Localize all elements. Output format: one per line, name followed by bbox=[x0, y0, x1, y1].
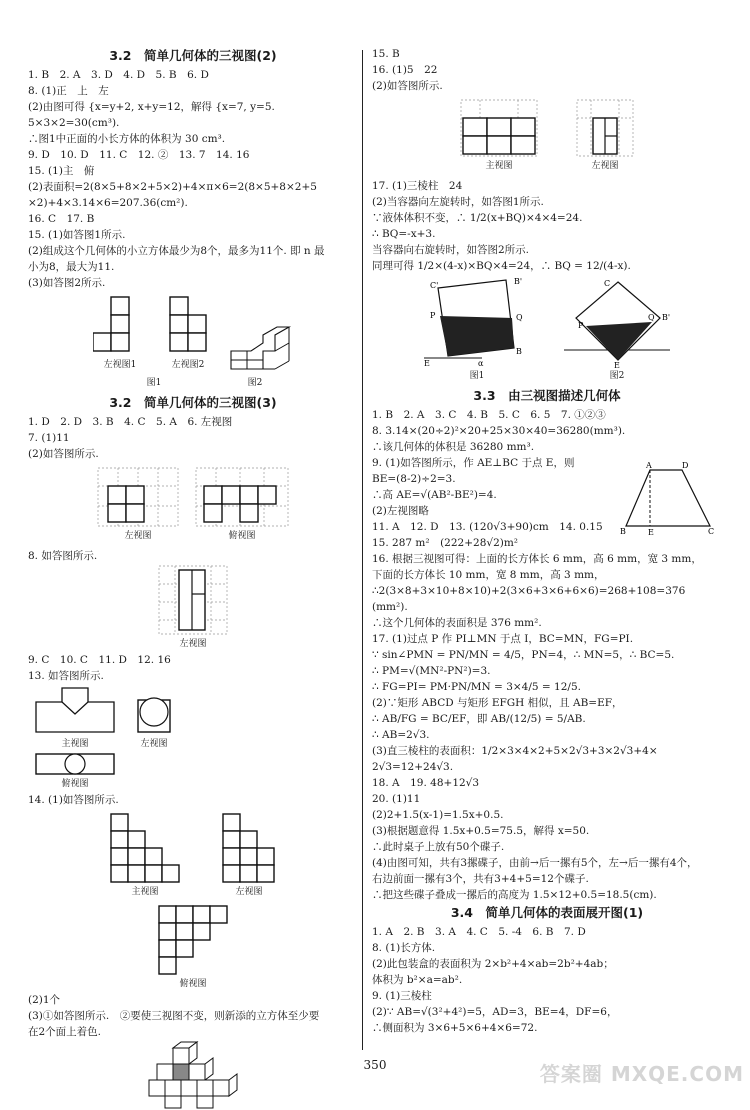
rect-circle-top-drawing bbox=[34, 752, 116, 776]
answer-line: 当容器向右旋转时，如答图2所示. bbox=[372, 244, 530, 256]
answer-line: (mm²). bbox=[372, 601, 408, 613]
tall-left-view-drawing bbox=[153, 564, 233, 636]
answer-line: 17. (1)过点 P 作 PI⊥MN 于点 I，BC=MN，FG=PI. bbox=[372, 633, 634, 645]
answer-line: ∵ sin∠PMN = PN/MN = 4/5，PN=4，∴ MN=5，∴ BC=5. bbox=[372, 649, 675, 661]
label-b: B bbox=[516, 347, 522, 356]
answer-line: 14. (1)如答图所示. bbox=[28, 794, 119, 806]
figure-caption: 俯视图 bbox=[179, 979, 207, 989]
answer-line: 16. 根据三视图可得：上面的长方体长 6 mm，高 6 mm，宽 3 mm， bbox=[372, 553, 702, 565]
answer-line: 15. 287 m² (222+28√2)m² bbox=[372, 537, 519, 549]
figure-caption-row bbox=[28, 375, 358, 391]
figure-row-13 bbox=[34, 686, 358, 752]
answer-line: ∴图1中正面的小长方体的体积为 30 cm³. bbox=[28, 133, 226, 145]
circle-square-drawing bbox=[134, 686, 174, 736]
watermark-logo: 答案圈 MXQE.COM bbox=[539, 1062, 744, 1086]
figure-caption: 图1 bbox=[469, 371, 485, 381]
answer-line: 1. A 2. B 3. A 4. C 5. -4 6. B 7. D bbox=[372, 926, 586, 938]
answer-line: (2)∵ AB=√(3²+4²)=5，AD=3，BE=4，DF=6， bbox=[372, 1006, 618, 1018]
answer-line: 15. (1)如答图1所示. bbox=[28, 229, 126, 241]
figure-left-view-1 bbox=[93, 295, 147, 373]
section-title: 3.4 简单几何体的表面展开图(1) bbox=[450, 905, 644, 920]
figure-caption: 左视图1 bbox=[103, 360, 137, 370]
figure-caption: 图2 bbox=[247, 378, 263, 388]
answer-line: 15. B bbox=[372, 48, 400, 60]
figure-caption: 图2 bbox=[609, 371, 625, 381]
answer-line: 8. (1)正 上 左 bbox=[28, 85, 109, 97]
answer-line: (3)如答图2所示. bbox=[28, 277, 106, 289]
section-title: 3.2 简单几何体的三视图(2) bbox=[109, 48, 277, 63]
figure-caption: 左视图 bbox=[235, 887, 263, 897]
grid-left-view-drawing bbox=[96, 466, 180, 528]
answer-line: ∴高 AE=√(AB²-BE²)=4. bbox=[372, 489, 497, 501]
answer-line: (3)根据题意得 1.5x+0.5=75.5，解得 x=50. bbox=[372, 825, 590, 837]
figure-13-left-view bbox=[134, 686, 174, 752]
column-divider bbox=[362, 50, 363, 1050]
answer-line: (2)组成这个几何体的小立方体最少为8个，最多为11个. 即 n 最 bbox=[28, 245, 325, 257]
tilted-container-2-drawing bbox=[562, 278, 672, 368]
answer-line: (2)由图可得 {x=y+2, x+y=12，解得 {x=7, y=5. bbox=[28, 101, 275, 113]
answer-line: (2)2+1.5(x-1)=1.5x+0.5. bbox=[372, 809, 504, 821]
answer-line: (3)直三棱柱的表面积：1/2×3×4×2+5×2√3+3×2√3+4× bbox=[372, 745, 658, 757]
answer-line: (3)①如答图所示. ②要使三视图不变，则新添的立方体至少要 bbox=[28, 1010, 320, 1022]
right-column bbox=[372, 46, 722, 1036]
trap-label-d: D bbox=[682, 461, 689, 470]
answer-line: ∴该几何体的体积是 36280 mm³. bbox=[372, 441, 535, 453]
answer-line: 8. 3.14×(20÷2)²×20+25×30×40=36280(mm³). bbox=[372, 425, 626, 437]
answer-line: ∴2(3×8+3×10+8×10)+2(3×6+3×6+6×6)=268+108=376 bbox=[372, 585, 686, 597]
figure-row-grid-views bbox=[28, 466, 358, 544]
figure-14-left-view bbox=[221, 812, 277, 900]
figure-caption: 左视图 bbox=[591, 161, 619, 171]
answer-line: (4)由图可知，共有3摞碟子，由前→后一摞有5个，左→后一摞有4个， bbox=[372, 857, 698, 869]
left-view-16-drawing bbox=[575, 98, 635, 158]
answer-line: 9. (1)三棱柱 bbox=[372, 990, 432, 1002]
answer-line: ∴侧面积为 3×6+5×6+4×6=72. bbox=[372, 1022, 538, 1034]
answer-line: 8. (1)长方体. bbox=[372, 942, 436, 954]
figure-17-rotated-left bbox=[422, 278, 532, 384]
answer-line: 16. C 17. B bbox=[28, 213, 95, 225]
label-c-prime: C' bbox=[430, 281, 439, 290]
answer-line: 右边前面一摞有3个，共有3+4+5=12个碟子. bbox=[372, 873, 589, 885]
answer-line: (2)此包装盒的表面积为 2×b²+4×ab=2b²+4ab； bbox=[372, 958, 614, 970]
answer-line: 同理可得 1/2×(4-x)×BQ×4=24，∴ BQ = 12/(4-x). bbox=[372, 260, 631, 272]
answer-line: (2)表面积=2(8×5+8×2+5×2)+4×π×6=2(8×5+8×2+5 bbox=[28, 181, 317, 193]
label-p-2: P bbox=[578, 321, 584, 330]
figure-caption: 图1 bbox=[146, 378, 162, 388]
answer-line: 18. A 19. 48+12√3 bbox=[372, 777, 480, 789]
left-view-14-drawing bbox=[221, 812, 277, 884]
figure-caption: 俯视图 bbox=[228, 531, 256, 541]
figure-grid-left-view bbox=[96, 466, 180, 544]
answer-line: (2)1个 bbox=[28, 994, 61, 1006]
figure-caption: 左视图2 bbox=[171, 360, 205, 370]
label-q: Q bbox=[516, 313, 523, 322]
answer-line: 在2个面上着色. bbox=[28, 1026, 102, 1038]
figure-row-14 bbox=[28, 812, 358, 900]
label-q-2: Q bbox=[648, 313, 655, 322]
answer-line: ∵液体体积不变，∴ 1/2(x+BQ)×4×4=24. bbox=[372, 212, 583, 224]
tilted-container-1-drawing bbox=[422, 278, 532, 368]
answer-line: 9. (1)如答图所示，作 AE⊥BC 于点 E，则 bbox=[372, 457, 575, 469]
answer-line: 16. (1)5 22 bbox=[372, 64, 438, 76]
figure-14-front-view bbox=[109, 812, 181, 900]
answer-line: ∴此时桌子上放有50个碟子. bbox=[372, 841, 505, 853]
left-column bbox=[28, 46, 358, 1110]
trap-label-e: E bbox=[648, 528, 654, 536]
figure-cube-stack bbox=[28, 1040, 358, 1110]
answer-line: 1. D 2. D 3. B 4. C 5. A 6. 左视图 bbox=[28, 416, 233, 428]
trap-label-a: A bbox=[646, 461, 652, 470]
answer-line: 9. C 10. C 11. D 12. 16 bbox=[28, 654, 171, 666]
label-alpha: α bbox=[478, 359, 484, 368]
figure-left-view-2 bbox=[161, 295, 215, 373]
top-view-14-drawing bbox=[157, 904, 229, 976]
front-view-14-drawing bbox=[109, 812, 181, 884]
figure-row-views bbox=[28, 295, 358, 373]
figure-caption: 俯视图 bbox=[61, 779, 89, 789]
answer-line: 下面的长方体长 10 mm，宽 8 mm，高 3 mm， bbox=[372, 569, 605, 581]
answer-line: 9. D 10. D 11. C 12. ② 13. 7 14. 16 bbox=[28, 149, 250, 161]
figure-tall-left-view bbox=[28, 564, 358, 652]
answer-line: (2)当容器向左旋转时，如答图1所示. bbox=[372, 196, 544, 208]
answer-line: ×2)+4×3.14×6=207.36(cm²). bbox=[28, 197, 188, 209]
answer-line: BE=(8-2)÷2=3. bbox=[372, 473, 456, 485]
trapezoid-drawing bbox=[620, 460, 716, 536]
answer-line: (2)如答图所示. bbox=[372, 80, 443, 92]
figure-row-16 bbox=[372, 98, 722, 174]
figure-grid-top-view bbox=[194, 466, 290, 544]
figure-caption: 主视图 bbox=[131, 887, 159, 897]
figure-16-front-view bbox=[459, 98, 539, 174]
answer-line: 2√3=12+24√3. bbox=[372, 761, 454, 773]
answer-line: 20. (1)11 bbox=[372, 793, 421, 805]
answer-line: 1. B 2. A 3. D 4. D 5. B 6. D bbox=[28, 69, 209, 81]
answer-line: (2)如答图所示. bbox=[28, 448, 99, 460]
grid-top-view-drawing bbox=[194, 466, 290, 528]
left-view-2-drawing bbox=[161, 295, 215, 357]
answer-line: ∴ AB=2√3. bbox=[372, 729, 430, 741]
figure-caption: 主视图 bbox=[485, 161, 513, 171]
front-view-16-drawing bbox=[459, 98, 539, 158]
section-title: 3.2 简单几何体的三视图(3) bbox=[109, 395, 277, 410]
figure-caption: 左视图 bbox=[124, 531, 152, 541]
answer-line: ∴这个几何体的表面积是 376 mm². bbox=[372, 617, 542, 629]
answer-line: 小为8，最大为11. bbox=[28, 261, 115, 273]
answer-line: 11. A 12. D 13. (120√3+90)cm 14. 0.15 bbox=[372, 521, 603, 533]
trap-label-b: B bbox=[620, 527, 626, 536]
figure-caption: 左视图 bbox=[140, 739, 168, 749]
t-shape-front-drawing bbox=[34, 686, 116, 736]
page-number: 350 bbox=[363, 1058, 387, 1072]
answer-line: (2)∵矩形 ABCD 与矩形 EFGH 相似，且 AB=EF， bbox=[372, 697, 623, 709]
stair-solid-drawing bbox=[229, 321, 293, 373]
figure-13-top-view bbox=[34, 752, 358, 792]
label-p: P bbox=[430, 311, 436, 320]
section-title: 3.3 由三视图描述几何体 bbox=[473, 388, 621, 403]
answer-line: ∴ AB/FG = BC/EF，即 AB/(12/5) = 5/AB. bbox=[372, 713, 586, 725]
answer-line: 7. (1)11 bbox=[28, 432, 70, 444]
label-b-prime: B' bbox=[514, 278, 523, 286]
answer-line: ∴ PM=√(MN²-PN²)=3. bbox=[372, 665, 491, 677]
figure-13-front-view bbox=[34, 686, 116, 752]
figure-caption: 左视图 bbox=[179, 639, 207, 649]
figure-17-rotated-right bbox=[562, 278, 672, 384]
label-b-prime-2: B' bbox=[662, 313, 671, 322]
answer-line: 体积为 b²×a=ab². bbox=[372, 974, 463, 986]
label-c: C bbox=[604, 279, 611, 288]
answer-line: ∴ BQ=-x+3. bbox=[372, 228, 436, 240]
answer-line: (2)左视图略 bbox=[372, 505, 429, 517]
answer-line: 5×3×2=30(cm³). bbox=[28, 117, 120, 129]
answer-line: 17. (1)三棱柱 24 bbox=[372, 180, 463, 192]
answer-line: 15. (1)主 俯 bbox=[28, 165, 95, 177]
figure-16-left-view bbox=[575, 98, 635, 174]
label-e-2: E bbox=[614, 361, 620, 368]
figure-caption: 主视图 bbox=[61, 739, 89, 749]
answer-line: 8. 如答图所示. bbox=[28, 550, 98, 562]
left-view-1-drawing bbox=[93, 295, 147, 357]
figure-14-top-view bbox=[28, 904, 358, 992]
figure-2-stair bbox=[229, 321, 293, 373]
answer-line: ∴ FG=PI= PM·PN/MN = 3×4/5 = 12/5. bbox=[372, 681, 581, 693]
cube-stack-drawing bbox=[143, 1040, 243, 1110]
trap-label-c: C bbox=[708, 527, 715, 536]
label-e: E bbox=[424, 359, 430, 368]
answer-line: 1. B 2. A 3. C 4. B 5. C 6. 5 7. ①②③ bbox=[372, 409, 606, 421]
answer-line: ∴把这些碟子叠成一摞后的高度为 1.5×12+0.5=18.5(cm). bbox=[372, 889, 657, 901]
figure-row-17 bbox=[372, 278, 722, 384]
answer-line: 13. 如答图所示. bbox=[28, 670, 104, 682]
